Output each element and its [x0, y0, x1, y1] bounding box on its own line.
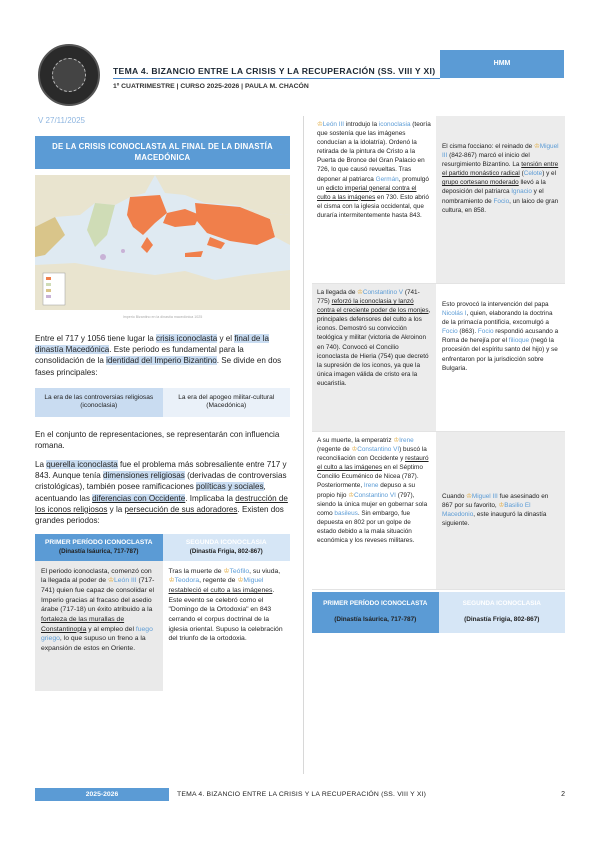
period-content-1: El periodo iconoclasta, comenzó con la llegada al poder de ♔León III (717-741) quien fue capaz de consolidar el Imperio gracias al fracaso del asedio árabe (717-18) un éxito atribuido a la fortaleza de las murallas de Constantinopla y al empleo del fuego griego, lo que supuso un freno a la expansión de estos en Oriente. [35, 561, 163, 691]
period-header-1: PRIMER PERÍODO ICONOCLASTA (Dinastía Isáurica, 717-787) [35, 534, 163, 561]
footer-title: TEMA 4. BIZANCIO ENTRE LA CRISIS Y LA RECUPERACIÓN (SS. VIII Y XI) [177, 791, 427, 798]
phases-boxes [35, 388, 290, 417]
crown-icon: ♔ [348, 491, 354, 499]
crown-icon: ♔ [237, 577, 244, 585]
crown-icon: ♔ [393, 437, 400, 444]
version-date: V 27/11/2025 [38, 116, 86, 125]
timeline-row-3 [312, 432, 565, 590]
footer-year: 2025-2026 [35, 788, 169, 801]
highlight-iconoclast-crisis: crisis iconoclasta [156, 334, 218, 344]
intro-paragraph: Entre el 717 y 1056 tiene lugar la crisis iconoclasta y el final de la dinastía Macedónica. Este periodo es fundamental para la consolidación de la identidad del Imperio Bizantino. Se divide en dos fases principales: [35, 334, 282, 377]
right-period-header-2: SEGUNDA ICONOCLASIA (Dinastía Frigia, 802-867) [439, 592, 566, 633]
period-column-1 [35, 534, 163, 691]
timeline-row-2 [312, 284, 565, 432]
phase-box-2: La era del apogeo militar-cultural (Macedónica) [163, 388, 291, 417]
period-column-2 [163, 534, 291, 691]
page-number: 2 [561, 791, 565, 798]
left-column [35, 136, 290, 691]
crown-icon: ♔ [317, 121, 323, 128]
crown-icon: ♔ [168, 577, 175, 585]
header-title: TEMA 4. BIZANCIO ENTRE LA CRISIS Y LA RECUPERACIÓN (SS. VIII Y XI) [113, 66, 436, 76]
row1-left-cell: ♔León III introdujo la iconoclasia (teoría que sostenía que las imágenes conducían a la idolatría). Ordenó la retirada de la pintura de Cristo a la Puerta de Bronce del Gran Palacio en 726, lo que causó revueltas. Tras deponer al patriarca Germán, promulgó un edicto imperial general contra el culto a las imágenes en 730. Esto abrió el cisma con la iglesia occidental, que duraría intermitentemente hasta 843. [317, 121, 431, 219]
crown-icon: ♔ [223, 567, 230, 575]
crown-icon: ♔ [351, 446, 358, 454]
subject-tag: HMM [440, 50, 564, 78]
phase-box-1: La era de las controversias religiosas (iconoclasia) [35, 388, 163, 417]
university-logo [38, 44, 100, 106]
crown-icon: ♔ [498, 502, 505, 510]
highlight-identity: identidad del Imperio Bizantino [106, 356, 217, 366]
crown-icon: ♔ [534, 143, 540, 150]
crown-icon: ♔ [466, 493, 472, 500]
byzantine-map [35, 175, 290, 310]
header-rule [113, 78, 440, 79]
row2-left-cell: La llegada de ♔Constantino V (741-775) reforzó la iconoclasia y lanzó contra el creciente poder de los monjes, principales defensores del culto a los iconos. Demostró su convicción teológica y militar (victoria de Akroinon en 740). Convocó el Concilio iconoclasta de Hieria (754) que decretó la supresión de los iconos, ya que la única imagen válida de cristo era la eucaristía. [312, 284, 436, 431]
section-title: DE LA CRISIS ICONOCLASTA AL FINAL DE LA DINASTÍA MACEDÓNICA [35, 136, 290, 169]
right-column [312, 116, 565, 633]
row1-right-cell: El cisma focciano: el reinado de ♔Miguel III (842-867) marcó el inicio del resurgimiento Bizantino. La tensión entre el partido monástico radical (Celote) y el grupo cortesano moderado llevó a la deposición del patriarca Ignacio y el nombramiento de Focio, un laico de gran cultura, en 858. [436, 116, 565, 283]
right-period-header-1: PRIMER PERÍODO ICONOCLASTA (Dinastía Isáurica, 717-787) [312, 592, 439, 633]
header-subtitle: 1º CUATRIMESTRE | CURSO 2025-2026 | PAULA M. CHACÓN [113, 83, 309, 90]
crown-icon: ♔ [107, 577, 114, 585]
timeline-row-1 [312, 116, 565, 284]
highlight-macedonian-end: final de la dinastía Macedónica [35, 334, 269, 355]
map-caption: Imperio Bizantino en la dinastía macedónica 1025 [122, 315, 203, 320]
right-periods-header [312, 592, 565, 633]
period-header-2: SEGUNDA ICONOCLASIA (Dinastía Frigia, 802-867) [163, 534, 291, 561]
periods-table [35, 534, 290, 691]
representation-paragraph: En el conjunto de representaciones, se representarán con influencia romana. [35, 429, 280, 450]
row3-left-cell: A su muerte, la emperatriz ♔Irene (regente de ♔Constantino VI) buscó la reconciliación con Occidente y restauró el culto a las imágenes en el Séptimo Concilio Ecuménico de Nicea (787). Posteriormente, Irene depuso a su propio hijo ♔Constantino VI (797), siendo la única mujer en gobernar sola como basileus. Sin embargo, fue depuesta en 802 por un golpe de estado debido a la mala situación económica y los reveses militares. [317, 437, 429, 545]
column-divider [303, 116, 304, 774]
page-footer [35, 788, 565, 801]
crown-icon: ♔ [357, 289, 363, 296]
row2-right-cell: Esto provocó la intervención del papa Nicolás I, quien, elaborando la doctrina de la primacía pontificia, excomulgó a Focio (863). Focio respondió acusando a Roma de herejía por el filioque (negó la procesión del espíritu santo del hijo) y se enfrentaron por la jurisdicción sobre Bulgaria. [442, 301, 559, 372]
querella-paragraph: La querella iconoclasta fue el problema más sobresaliente entre 717 y 843. Aunque tenía dimensiones religiosas (derivadas de controversias cristológicas), también posee ramificaciones políticas y sociales, acentuando las diferencias con Occidente. Implicaba la destrucción de los iconos religiosos y la persecución de sus adoradores. Existen dos grandes periodos: [35, 460, 288, 525]
row3-right-cell: Cuando ♔Miguel III fue asesinado en 867 por su favorito, ♔Basilio El Macedonio, este inauguró la dinastía siguiente. [436, 432, 565, 589]
period-content-2: Tras la muerte de ♔Teófilo, su viuda, ♔Teodora, regente de ♔Miguel restableció el culto a las imágenes. Este evento se celebró como el "Domingo de la Ortodoxia" en 843 cerrando el corpus doctrinal de la iglesia oriental. Supuso la celebración del triunfo de la ortodoxia. [163, 561, 291, 691]
